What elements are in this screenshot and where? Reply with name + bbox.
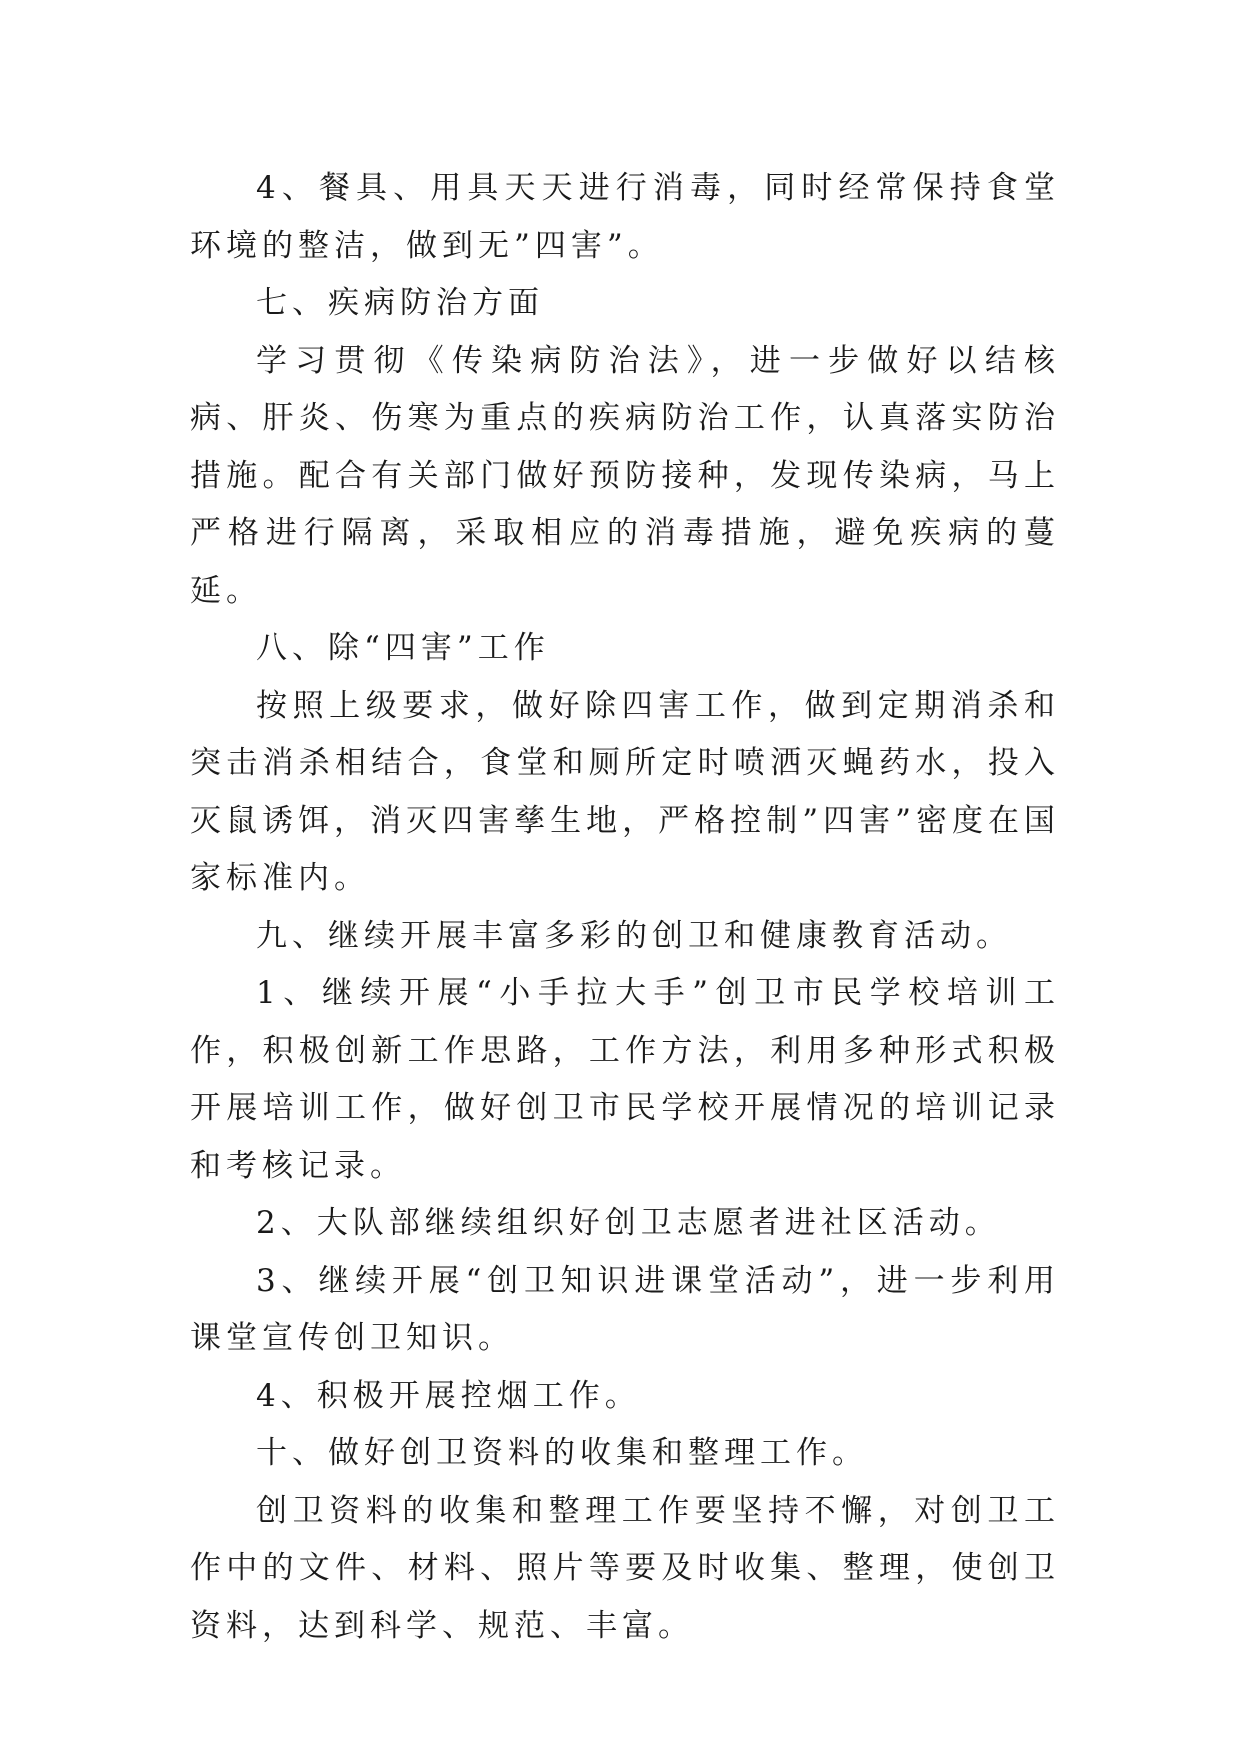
document-body	[190, 160, 1060, 1655]
paragraph-citizen-school: 1、继续开展“小手拉大手”创卫市民学校培训工作，积极创新工作思路，工作方法，利用多种形式积极开展培训工作，做好创卫市民学校开展情况的培训记录和考核记录。	[190, 975, 1060, 1184]
heading-disease-prevention: 七、疾病防治方面	[256, 285, 544, 321]
heading-materials: 十、做好创卫资料的收集和整理工作。	[256, 1435, 868, 1471]
paragraph-four-pests: 按照上级要求，做好除四害工作，做到定期消杀和突击消杀相结合，食堂和厕所定时喷洒灭蝇药水，投入灭鼠诱饵，消灭四害孳生地，严格控制”四害”密度在国家标准内。	[190, 687, 1060, 896]
paragraph-classroom: 3、继续开展“创卫知识进课堂活动”，进一步利用课堂宣传创卫知识。	[190, 1262, 1060, 1356]
heading-health-education: 九、继续开展丰富多彩的创卫和健康教育活动。	[256, 917, 1012, 954]
paragraph-tableware-disinfection: 4、餐具、用具天天进行消毒，同时经常保持食堂环境的整洁，做到无”四害”。	[190, 170, 1060, 264]
paragraph-tobacco-control: 4、积极开展控烟工作。	[256, 1377, 641, 1414]
paragraph-volunteers: 2、大队部继续组织好创卫志愿者进社区活动。	[256, 1205, 1001, 1241]
heading-four-pests: 八、除“四害”工作	[256, 630, 550, 666]
paragraph-disease-prevention: 学习贯彻《传染病防治法》，进一步做好以结核病、肝炎、伤寒为重点的疾病防治工作，认真落实防治措施。配合有关部门做好预防接种，发现传染病，马上严格进行隔离，采取相应的消毒措施，避免疾病的蔓延。	[190, 342, 1060, 609]
paragraph-materials: 创卫资料的收集和整理工作要坚持不懈，对创卫工作中的文件、材料、照片等要及时收集、整理，使创卫资料，达到科学、规范、丰富。	[190, 1492, 1060, 1644]
